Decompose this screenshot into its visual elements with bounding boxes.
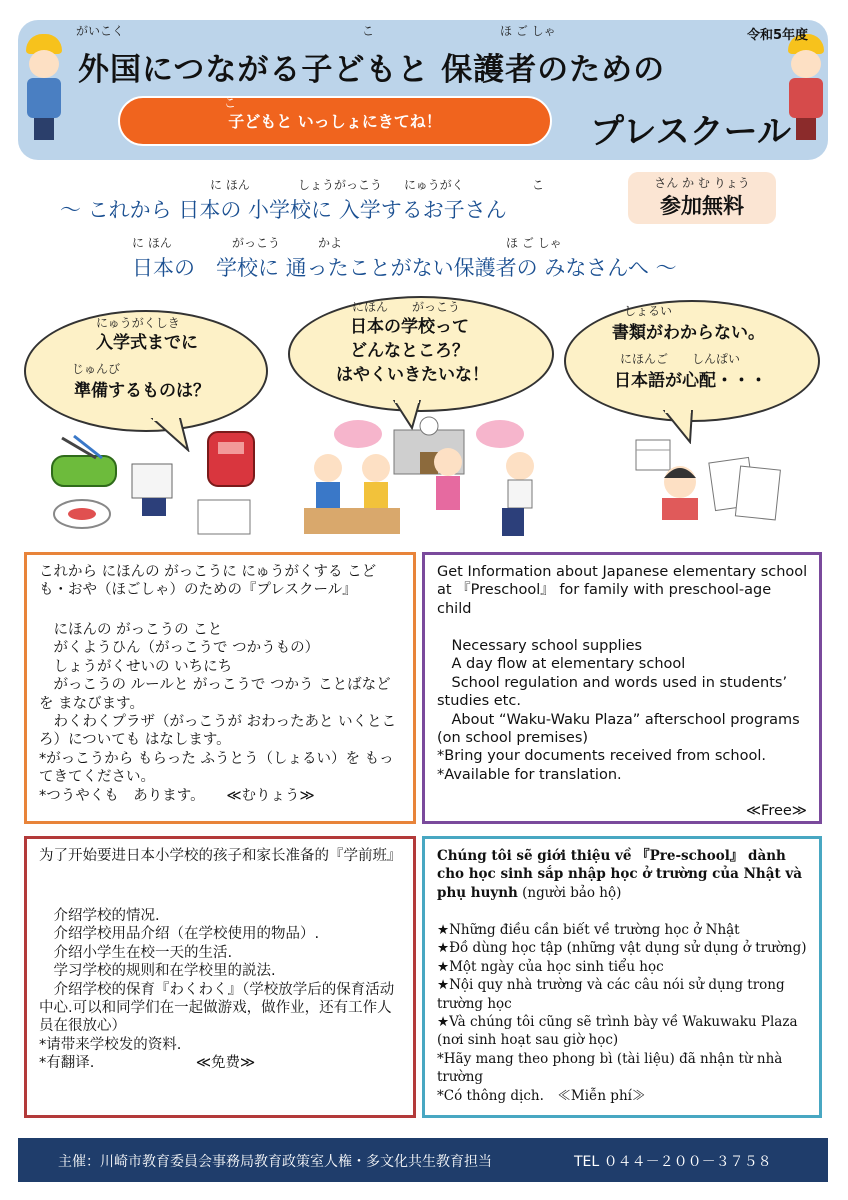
box-body: ★Những điều cần biết về trường học ở Nhật ★Đồ dùng học tập (những vật dụng sử dụng ở trường) ★Một ngày của học sinh tiểu học ★Nội quy nhà trường và các câu nói sử dụng trong trường học ★Và chúng tôi cũng sẽ trình bày về Wakuwaku Plaza (nơi sinh hoạt sau giờ học) *Hãy mang theo phong bì (tài liệu) đã nhận từ nhà trường *Có thông dịch. ≪Miễn phí≫ xyxy=(437,922,807,1104)
bubble-text: 日本語が心配・・・ xyxy=(614,371,767,391)
info-box-chinese xyxy=(24,836,416,1118)
box-title: これから にほんの がっこうに にゅうがくする こども・おや（ほごしゃ）のための『プレスクール』 xyxy=(39,564,377,599)
info-box-japanese xyxy=(24,552,416,824)
footer-bar xyxy=(18,1138,828,1182)
subtitle-line-2: 日本の 学校に 通ったことがない保護者の みなさんへ ～ xyxy=(132,256,677,280)
title-ruby: がいこく xyxy=(76,24,125,38)
page-title: 外国につながる子どもと 保護者のための xyxy=(78,52,666,88)
fiscal-year: 令和5年度 xyxy=(746,28,808,43)
box-title: 为了开始要进日本小学校的孩子和家长准备的『学前班』 xyxy=(39,848,402,864)
box-title: Get Information about Japanese elementary school at 『Preschool』 for family with preschool-age child xyxy=(437,564,812,617)
bubble-text: 準備するものは？ xyxy=(74,381,210,401)
bubble-ruby: じゅんび xyxy=(72,362,121,376)
documents-worry-illustration xyxy=(620,430,790,530)
info-box-english xyxy=(422,552,822,824)
free-label: ≪Free≫ xyxy=(745,803,807,819)
child-illustration-left xyxy=(20,34,68,144)
bubble-ruby: にほん がっこう xyxy=(352,300,461,314)
invite-pill xyxy=(118,96,552,146)
pill-text: 子どもと いっしょにきてね！ xyxy=(228,112,442,131)
box-body: にほんの がっこうの こと がくようひん（がっこうで つかうもの） しょうがくせいの いちにち がっこうの ルールと がっこうで つかう ことばなどを まなびます。 わくわくプラザ（がっこうが おわったあと いくところ）についても はなします。 *がっこうから もらった ふうとう（しょるい）を もってきてください。 *つうやくも あります。 ≪むりょう≫ xyxy=(39,622,397,804)
bubble-ruby: にゅうがくしき xyxy=(96,316,180,330)
subtitle-ruby: ほ ご しゃ xyxy=(506,236,562,250)
subtitle-ruby: に ほん xyxy=(132,236,172,250)
subtitle-ruby: に ほん xyxy=(210,178,250,192)
box-title-bold: Chúng tôi sẽ giới thiệu về 『Pre-school』 dành cho học sinh sắp nhập học ở trường của Nhật và phụ huynh xyxy=(437,848,807,901)
school-building-illustration xyxy=(298,412,560,540)
school-supplies-illustration xyxy=(40,428,260,540)
title-ruby: ほ ご しゃ xyxy=(500,24,556,38)
box-body: Necessary school supplies A day flow at elementary school School regulation and words used in students’ studies etc. About “Waku-Waku Plaza” afterschool programs (on school premises) *Bring your documents received from school. *Available for translation. xyxy=(437,638,800,783)
box-title-tail: (người bảo hộ) xyxy=(517,884,622,901)
subtitle-ruby: にゅうがく xyxy=(404,178,464,192)
free-admission-label: 参加無料 xyxy=(660,194,744,218)
box-body: 介绍学校的情况. 介绍学校用品介绍（在学校使用的物品）. 介绍小学生在校一天的生活. 学习学校的规则和在学校里的説法. 介绍学校的保育『わくわく』（学校放学后的保育活动中心.可以和同学们在一起做游戏，做作业，还有工作人员在很放心） *请带来学校发的资料. *有翻译. ≪免费≫ xyxy=(39,908,395,1072)
box-title xyxy=(437,847,809,902)
bubble-text: はやくいきたいな！ xyxy=(336,365,489,385)
bubble-text: 書類がわからない。 xyxy=(612,323,765,343)
free-admission-badge xyxy=(628,172,776,224)
subtitle-line-1: ～ これから 日本の 小学校に 入学するお子さん xyxy=(60,198,507,222)
pill-ruby: こ xyxy=(224,96,237,110)
info-box-vietnamese xyxy=(422,836,822,1118)
subtitle-ruby: しょうがっこう xyxy=(298,178,383,192)
bubble-text: 日本の学校って xyxy=(350,317,469,337)
bubble-text: どんなところ？ xyxy=(350,341,469,361)
footer-organizer: 主催：川崎市教育委員会事務局教育政策室人権・多文化共生教育担当 xyxy=(58,1154,492,1170)
footer-phone: TEL ０４４－２００－３７５８ xyxy=(574,1154,772,1170)
preschool-title: プレスクール xyxy=(590,112,791,152)
title-ruby: こ xyxy=(362,24,375,38)
bubble-ruby: しょるい xyxy=(624,304,673,318)
subtitle-ruby: かよ xyxy=(318,236,343,250)
bubble-text: 入学式までに xyxy=(96,333,198,353)
free-ruby: さん か む りょう xyxy=(654,176,750,190)
subtitle-ruby: こ xyxy=(532,178,545,192)
subtitle-ruby: がっこう xyxy=(232,236,281,250)
bubble-ruby: にほんご しんぱい xyxy=(620,352,741,366)
